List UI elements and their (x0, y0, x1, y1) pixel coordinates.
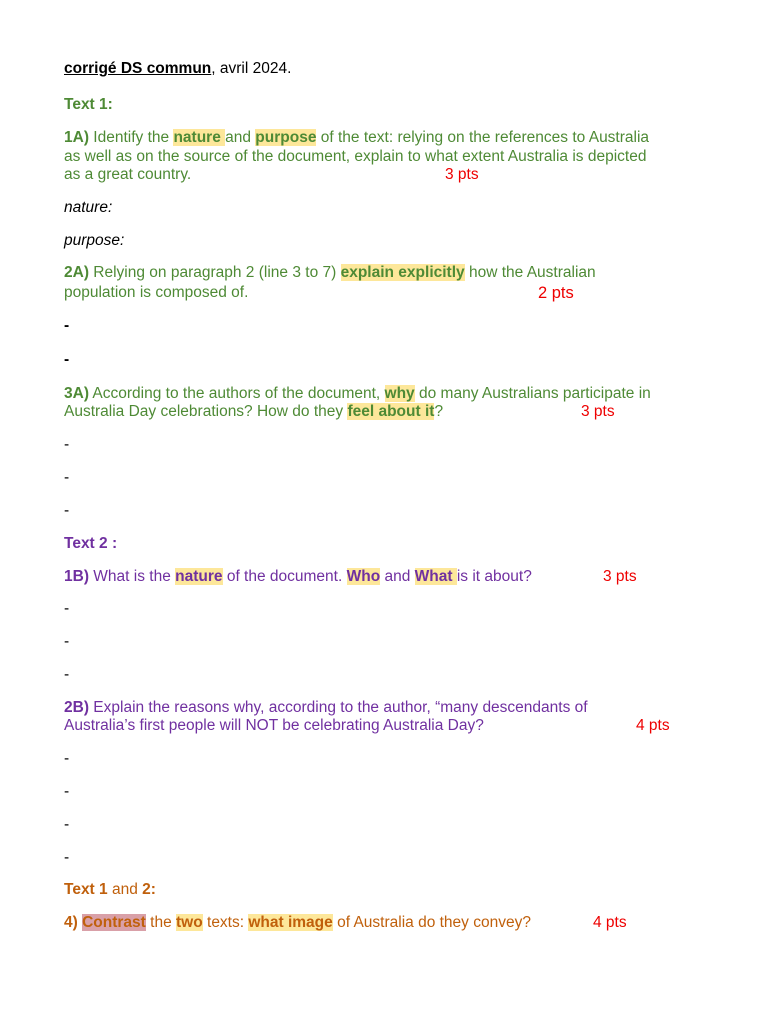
question-1a-text: Identify the (88, 129, 174, 146)
question-2a-number: 2A) (64, 264, 89, 281)
purpose-label: purpose: (64, 232, 125, 249)
heading-part: Text 1 (64, 881, 108, 898)
answer-bullet: - (64, 666, 70, 683)
question-3a-text: According to the authors of the document, (88, 385, 385, 402)
question-1b-text: and (380, 568, 415, 585)
question-1b-number: 1B) (64, 568, 89, 585)
question-1b-text: What is the (88, 568, 176, 585)
document-header (64, 60, 291, 78)
question-4-number: 4) (64, 914, 78, 931)
keyword-nature: nature (173, 129, 226, 146)
question-2a-points: 2 pts (538, 284, 574, 302)
question-3a-text: ? (434, 403, 444, 420)
question-1a-text: of the text: relying on the references to Australia (316, 129, 650, 146)
keyword-two: two (176, 914, 203, 931)
question-2a-text: Relying on paragraph 2 (line 3 to 7) (88, 264, 341, 281)
question-2b-points: 4 pts (636, 717, 670, 734)
question-3a-line1 (64, 385, 651, 403)
question-1b-points: 3 pts (603, 568, 637, 585)
question-1b-text: is it about? (456, 568, 532, 585)
document-title: corrigé DS commun (64, 60, 212, 77)
question-4-text: the (145, 914, 177, 931)
answer-bullet: - (64, 351, 70, 368)
question-1a-line3: as a great country. (64, 166, 192, 183)
question-3a-number: 3A) (64, 385, 89, 402)
keyword-what-image: what image (248, 914, 333, 931)
keyword-explain-explicitly: explain explicitly (340, 264, 465, 281)
question-1b-text: of the document. (222, 568, 347, 585)
answer-bullet: - (64, 750, 70, 767)
answer-bullet: - (64, 783, 70, 800)
answer-bullet: - (64, 469, 70, 486)
question-2a-line2: population is composed of. (64, 284, 249, 301)
nature-label: nature: (64, 199, 113, 216)
question-1a-line2: as well as on the source of the document, explain to what extent Australia is depicted (64, 148, 647, 165)
question-2b-line1 (64, 699, 588, 717)
keyword-feel-about-it: feel about it (347, 403, 435, 420)
keyword-purpose: purpose (255, 129, 317, 146)
heading-part: and (107, 881, 143, 898)
answer-bullet: - (64, 317, 70, 334)
question-2a-text: how the Australian (464, 264, 596, 281)
answer-bullet: - (64, 436, 70, 453)
question-2b-text: Explain the reasons why, according to the author, “many descendants of (88, 699, 588, 716)
question-1a-text: and (225, 129, 256, 146)
keyword-who: Who (346, 568, 381, 585)
text2-heading: Text 2 : (64, 535, 118, 552)
question-1a-points: 3 pts (445, 166, 479, 183)
heading-part: 2: (142, 881, 156, 898)
question-2b-number: 2B) (64, 699, 89, 716)
question-2a-line1 (64, 264, 596, 282)
question-1b-line1 (64, 568, 532, 586)
question-3a-points: 3 pts (581, 403, 615, 420)
keyword-contrast: Contrast (82, 914, 146, 931)
question-1a-number: 1A) (64, 129, 89, 146)
question-4-points: 4 pts (593, 914, 627, 931)
question-1a-line1 (64, 129, 649, 147)
question-3a-line2 (64, 403, 443, 421)
text1-heading: Text 1: (64, 96, 113, 113)
document-date: , avril 2024. (211, 60, 292, 77)
question-2b-line2: Australia’s first people will NOT be celebrating Australia Day? (64, 717, 484, 734)
answer-bullet: - (64, 849, 70, 866)
question-4-text: texts: (202, 914, 249, 931)
question-4-text: of Australia do they convey? (332, 914, 531, 931)
answer-bullet: - (64, 600, 70, 617)
keyword-what: What (414, 568, 457, 585)
keyword-why: why (384, 385, 415, 402)
question-3a-text: do many Australians participate in (414, 385, 651, 402)
answer-bullet: - (64, 633, 70, 650)
answer-bullet: - (64, 816, 70, 833)
question-4-line1 (64, 914, 531, 932)
keyword-nature: nature (175, 568, 223, 585)
answer-bullet: - (64, 502, 70, 519)
question-3a-text: Australia Day celebrations? How do they (64, 403, 348, 420)
text1-and-2-heading (64, 881, 156, 899)
